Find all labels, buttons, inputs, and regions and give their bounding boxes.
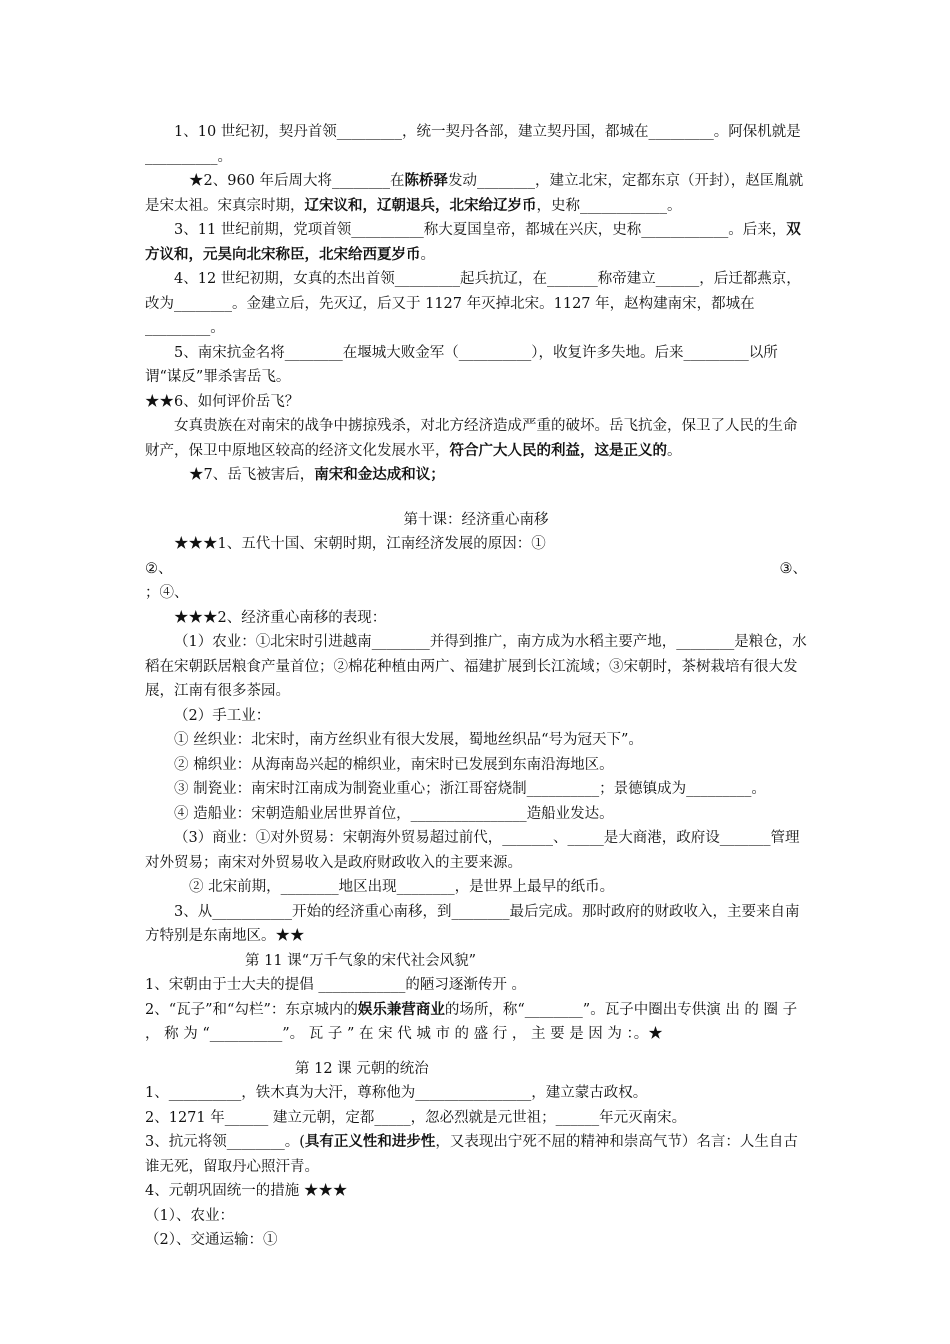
question-2-cotton: ② 棉织业：从海南岛兴起的棉织业，南宋时已发展到东南沿海地区。 (174, 756, 614, 773)
lesson-12-item-3 (145, 1130, 807, 1179)
lesson-12-item-1: 1、__________，铁木真为大汗，尊称他为________________，建立蒙古政权。 (145, 1085, 648, 1101)
lesson-11-title: 第 11 课“万千气象的宋代社会风貌” (245, 952, 476, 969)
question-2-shipbuilding: ④ 造船业：宋朝造船业居世界首位，________________造船业发达。 (174, 805, 614, 822)
paragraph-2 (145, 169, 807, 218)
question-2-paper-money: ② 北宋前期，________地区出现________，是世界上最早的纸币。 (189, 879, 615, 895)
question-1: ★★★1、五代十国、宋朝时期，江南经济发展的原因：① (174, 536, 546, 552)
lesson-11-item-1: 1、宋朝由于士大夫的提倡 ____________的陋习逐渐传开 。 (145, 977, 526, 993)
text: ，史称____________。 (536, 197, 682, 214)
lesson-12-item-4: 4、元朝巩固统一的措施 ★★★ (145, 1183, 348, 1199)
paragraph-1: 1、10 世纪初，契丹首领_________，统一契丹各部，建立契丹国，都城在_________。阿保机就是__________。 (145, 124, 801, 165)
text: 女真贵族在对南宋的战争中掳掠残杀，对北方经济造成严重的破坏。岳飞抗金，保卫了人民的生命财产，保卫中原地区较高的经济文化发展水平， (145, 418, 798, 459)
text: 的场所，称“________”。瓦子中圈出专供演 出 的 圈 子 ， 称 为 “__________”。 瓦 子 ” 在 宋 代 城 市 的 盛 行 ， 主 要 是 因 为 ：。★ (145, 1001, 798, 1042)
text: ★7、岳飞被害后， (189, 467, 315, 483)
bold-text: 陈桥驿 (404, 173, 449, 189)
lesson-12-item-4-1: （1）、农业： (145, 1207, 234, 1224)
bold-text: 具有正义性和进步性 (304, 1134, 436, 1150)
text: 2、“瓦子”和“勾栏”：东京城内的 (145, 1001, 358, 1018)
lesson-12-item-2: 2、1271 年______ 建立元朝，定都_____，忽必烈就是元世祖；______年元灭南宋。 (145, 1109, 687, 1126)
document-page (145, 120, 807, 1253)
text: ③、 (779, 560, 807, 577)
question-1-line-2 (145, 557, 807, 582)
question-2-handicraft: （2）手工业： (174, 707, 271, 724)
paragraph-3 (145, 218, 807, 267)
lesson-11-item-2 (145, 998, 807, 1047)
text: ②、 (145, 560, 173, 577)
question-2-porcelain: ③ 制瓷业：南宋时江南成为制瓷业重心；浙江哥窑烧制__________；景德镇成为_________。 (174, 781, 766, 797)
text: ★2、960 年后周大将________在 (189, 173, 405, 189)
paragraph-7 (145, 414, 807, 463)
question-1-line-3: ；④、 (145, 585, 189, 601)
question-2-silk: ① 丝织业：北宋时，南方丝织业有很大发展，蜀地丝织品“号为冠天下”。 (174, 732, 643, 748)
paragraph-8 (145, 463, 807, 488)
question-2: ★★★2、经济重心南移的表现： (174, 609, 387, 626)
question-3: 3、从___________开始的经济重心南移，到________最后完成。那时政府的财政收入，主要来自南方特别是东南地区。★★ (145, 903, 800, 944)
text: 发动________，建立北宋，定都东京（开封），赵匡胤就是宋太祖。宋真宗时期， (145, 173, 804, 214)
text: ，又表现出宁死不屈的精神和崇高气节）名言：人生自古谁无死，留取丹心照汗青。 (145, 1134, 798, 1175)
text: 。 (420, 246, 435, 263)
bold-text: 辽宋议和，辽朝退兵，北宋给辽岁币 (304, 197, 537, 214)
question-2-agriculture: （1）农业：①北宋时引进越南________并得到推广，南方成为水稻主要产地，________是粮仓，水稻在宋朝跃居粮食产量首位；②棉花种植由两广、福建扩展到长江流域；③宋朝时，茶树栽培有很大发展，江南有很多茶园。 (145, 634, 807, 699)
bold-text: 南宋和金达成和议； (314, 467, 445, 483)
paragraph-4: 4、12 世纪初期，女真的杰出首领_________起兵抗辽，在_______称帝建立______，后迁都燕京，改为________。金建立后，先灭辽，后又于 1127 年灭掉北宋。1127 年，赵构建南宋，都城在_________。 (145, 271, 801, 336)
text: 。 (667, 442, 682, 459)
bold-text: 符合广大人民的利益，这是正义的 (449, 442, 667, 459)
text: 3、11 世纪前期，党项首领__________称大夏国皇帝，都城在兴庆，史称____________。后来， (174, 222, 787, 238)
lesson-10-title: 第十课：经济重心南移 (403, 511, 549, 528)
paragraph-6: ★★6、如何评价岳飞？ (145, 393, 300, 410)
question-2-commerce: （3）商业：①对外贸易：宋朝海外贸易超过前代，_______、_____是大商港，政府设_______管理对外贸易；南宋对外贸易收入是政府财政收入的主要来源。 (145, 830, 800, 871)
text: 3、抗元将领________。( (145, 1134, 305, 1150)
lesson-12-item-4-2: （2）、交通运输：① (145, 1232, 278, 1248)
lesson-12-title: 第 12 课 元朝的统治 (295, 1060, 429, 1077)
bold-text: 娱乐兼营商业 (357, 1001, 445, 1018)
bold-text: 双方议和，元昊向北宋称臣，北宋给西夏岁币 (145, 222, 801, 263)
paragraph-5: 5、南宋抗金名将________在堰城大败金军（__________），收复许多失地。后来_________以所谓“谋反”罪杀害岳飞。 (145, 344, 778, 385)
